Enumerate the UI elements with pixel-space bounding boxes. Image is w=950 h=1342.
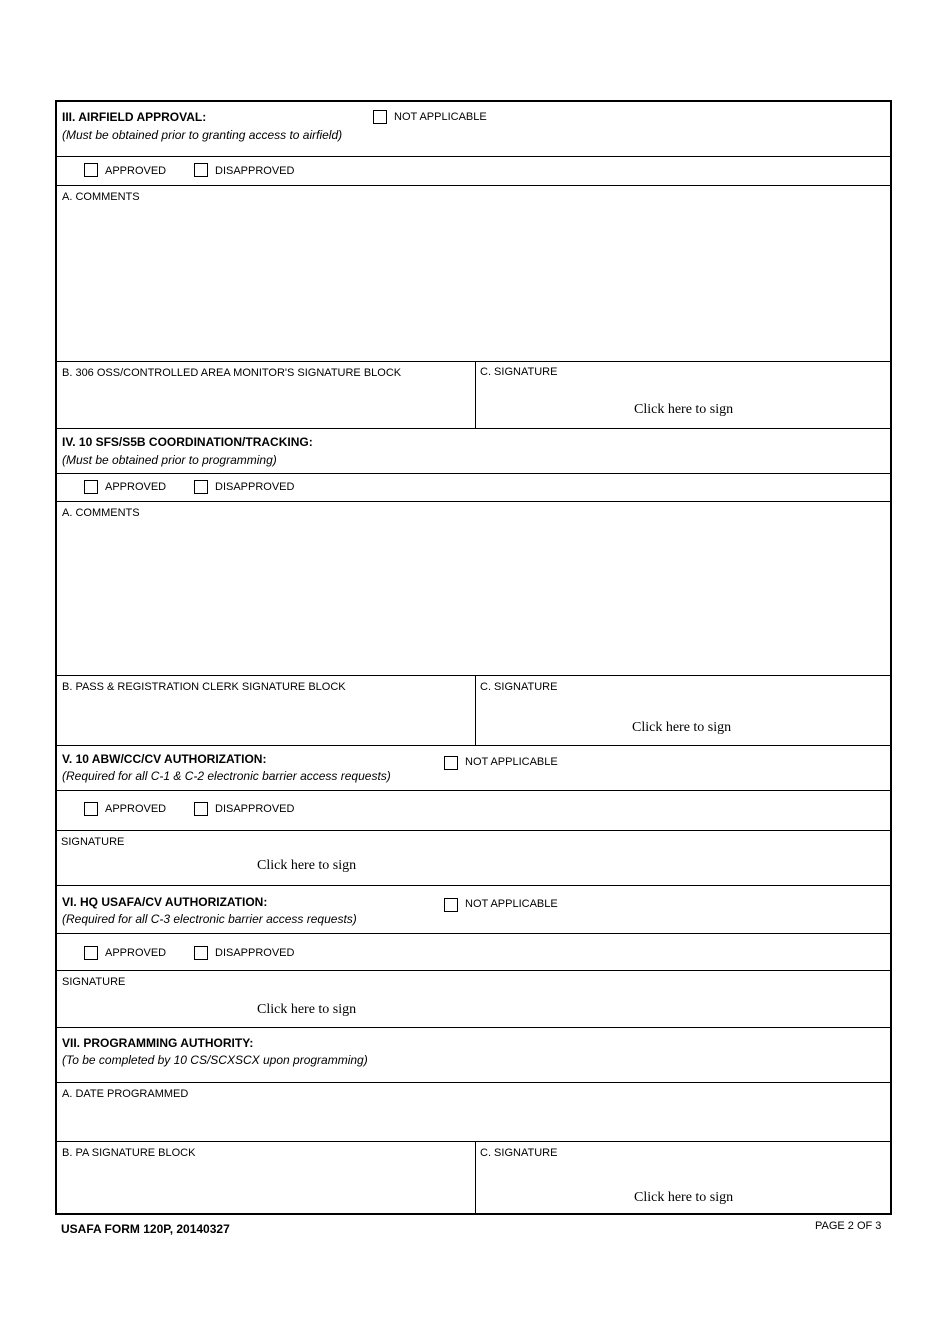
- section-7-click-to-sign[interactable]: Click here to sign: [634, 1190, 734, 1205]
- section-5-disapproved-label: DISAPPROVED: [215, 803, 295, 815]
- section-3-comments-field[interactable]: [57, 186, 890, 362]
- section-3-c-signature-label: C. SIGNATURE: [480, 366, 558, 378]
- section-5-signature-label: SIGNATURE: [61, 836, 125, 848]
- divider: [475, 362, 476, 428]
- section-4-approved-checkbox[interactable]: [84, 480, 98, 494]
- section-3-comments-label: A. COMMENTS: [62, 191, 140, 203]
- section-3-title: III. AIRFIELD APPROVAL:: [62, 110, 207, 124]
- section-5-not-applicable-checkbox[interactable]: [444, 756, 458, 770]
- section-5-approved-label: APPROVED: [105, 803, 167, 815]
- form-page: [55, 100, 892, 1215]
- form-id: USAFA FORM 120P, 20140327: [61, 1222, 230, 1236]
- page-number: PAGE 2 OF 3: [815, 1220, 882, 1232]
- section-4-comments-label: A. COMMENTS: [62, 507, 140, 519]
- section-5-approval-row: [57, 791, 890, 831]
- section-4-approved-label: APPROVED: [105, 481, 167, 493]
- section-3-approval-row: [57, 157, 890, 186]
- section-5-signature-row: [57, 831, 890, 886]
- section-7-c-signature-label: C. SIGNATURE: [480, 1147, 558, 1159]
- section-3-disapproved-label: DISAPPROVED: [215, 165, 295, 177]
- section-6-disapproved-checkbox[interactable]: [194, 946, 208, 960]
- section-6-approved-label: APPROVED: [105, 947, 167, 959]
- section-4-title: IV. 10 SFS/S5B COORDINATION/TRACKING:: [62, 435, 313, 449]
- section-7-subtitle: (To be completed by 10 CS/SCXSCX upon programming): [62, 1053, 368, 1067]
- section-6-signature-label: SIGNATURE: [62, 976, 126, 988]
- section-6-header: [57, 886, 890, 934]
- section-5-not-applicable-label: NOT APPLICABLE: [465, 756, 558, 768]
- section-6-signature-row: [57, 971, 890, 1028]
- section-3-signature-block-label: B. 306 OSS/CONTROLLED AREA MONITOR'S SIGNATURE BLOCK: [62, 367, 402, 379]
- section-7-title: VII. PROGRAMMING AUTHORITY:: [62, 1036, 254, 1050]
- section-3-signature-row: [57, 362, 890, 429]
- divider: [475, 676, 476, 745]
- section-3-approved-label: APPROVED: [105, 165, 167, 177]
- divider: [475, 1142, 476, 1215]
- section-4-subtitle: (Must be obtained prior to programming): [62, 453, 277, 467]
- section-6-approval-row: [57, 934, 890, 971]
- section-7-date-programmed-label: A. DATE PROGRAMMED: [62, 1088, 189, 1100]
- section-6-not-applicable-label: NOT APPLICABLE: [465, 898, 558, 910]
- section-6-disapproved-label: DISAPPROVED: [215, 947, 295, 959]
- section-6-approved-checkbox[interactable]: [84, 946, 98, 960]
- section-6-not-applicable-checkbox[interactable]: [444, 898, 458, 912]
- section-3-disapproved-checkbox[interactable]: [194, 163, 208, 177]
- section-3-not-applicable-checkbox[interactable]: [373, 110, 387, 124]
- section-3-subtitle: (Must be obtained prior to granting access to airfield): [62, 128, 343, 142]
- section-4-comments-field[interactable]: [57, 502, 890, 676]
- section-7-signature-row: [57, 1142, 890, 1215]
- section-5-subtitle: (Required for all C-1 & C-2 electronic barrier access requests): [62, 769, 391, 783]
- section-3-header: [57, 102, 890, 157]
- section-6-click-to-sign[interactable]: Click here to sign: [257, 1002, 357, 1017]
- section-4-header: [57, 429, 890, 474]
- section-7-signature-block-label: B. PA SIGNATURE BLOCK: [62, 1147, 196, 1159]
- section-5-disapproved-checkbox[interactable]: [194, 802, 208, 816]
- section-3-not-applicable-label: NOT APPLICABLE: [394, 111, 487, 123]
- section-4-approval-row: [57, 474, 890, 502]
- section-3-click-to-sign[interactable]: Click here to sign: [634, 402, 734, 417]
- section-3-approved-checkbox[interactable]: [84, 163, 98, 177]
- section-5-click-to-sign[interactable]: Click here to sign: [257, 858, 357, 873]
- section-7-header: [57, 1028, 890, 1083]
- section-6-subtitle: (Required for all C-3 electronic barrier access requests): [62, 912, 357, 926]
- section-5-approved-checkbox[interactable]: [84, 802, 98, 816]
- section-4-signature-block-label: B. PASS & REGISTRATION CLERK SIGNATURE BLOCK: [62, 681, 346, 693]
- section-7-date-programmed-field[interactable]: [57, 1083, 890, 1142]
- section-5-title: V. 10 ABW/CC/CV AUTHORIZATION:: [62, 752, 267, 766]
- section-4-click-to-sign[interactable]: Click here to sign: [632, 720, 732, 735]
- section-5-header: [57, 746, 890, 791]
- section-4-disapproved-checkbox[interactable]: [194, 480, 208, 494]
- section-6-title: VI. HQ USAFA/CV AUTHORIZATION:: [62, 895, 268, 909]
- section-4-signature-row: [57, 676, 890, 746]
- section-4-disapproved-label: DISAPPROVED: [215, 481, 295, 493]
- section-4-c-signature-label: C. SIGNATURE: [480, 681, 558, 693]
